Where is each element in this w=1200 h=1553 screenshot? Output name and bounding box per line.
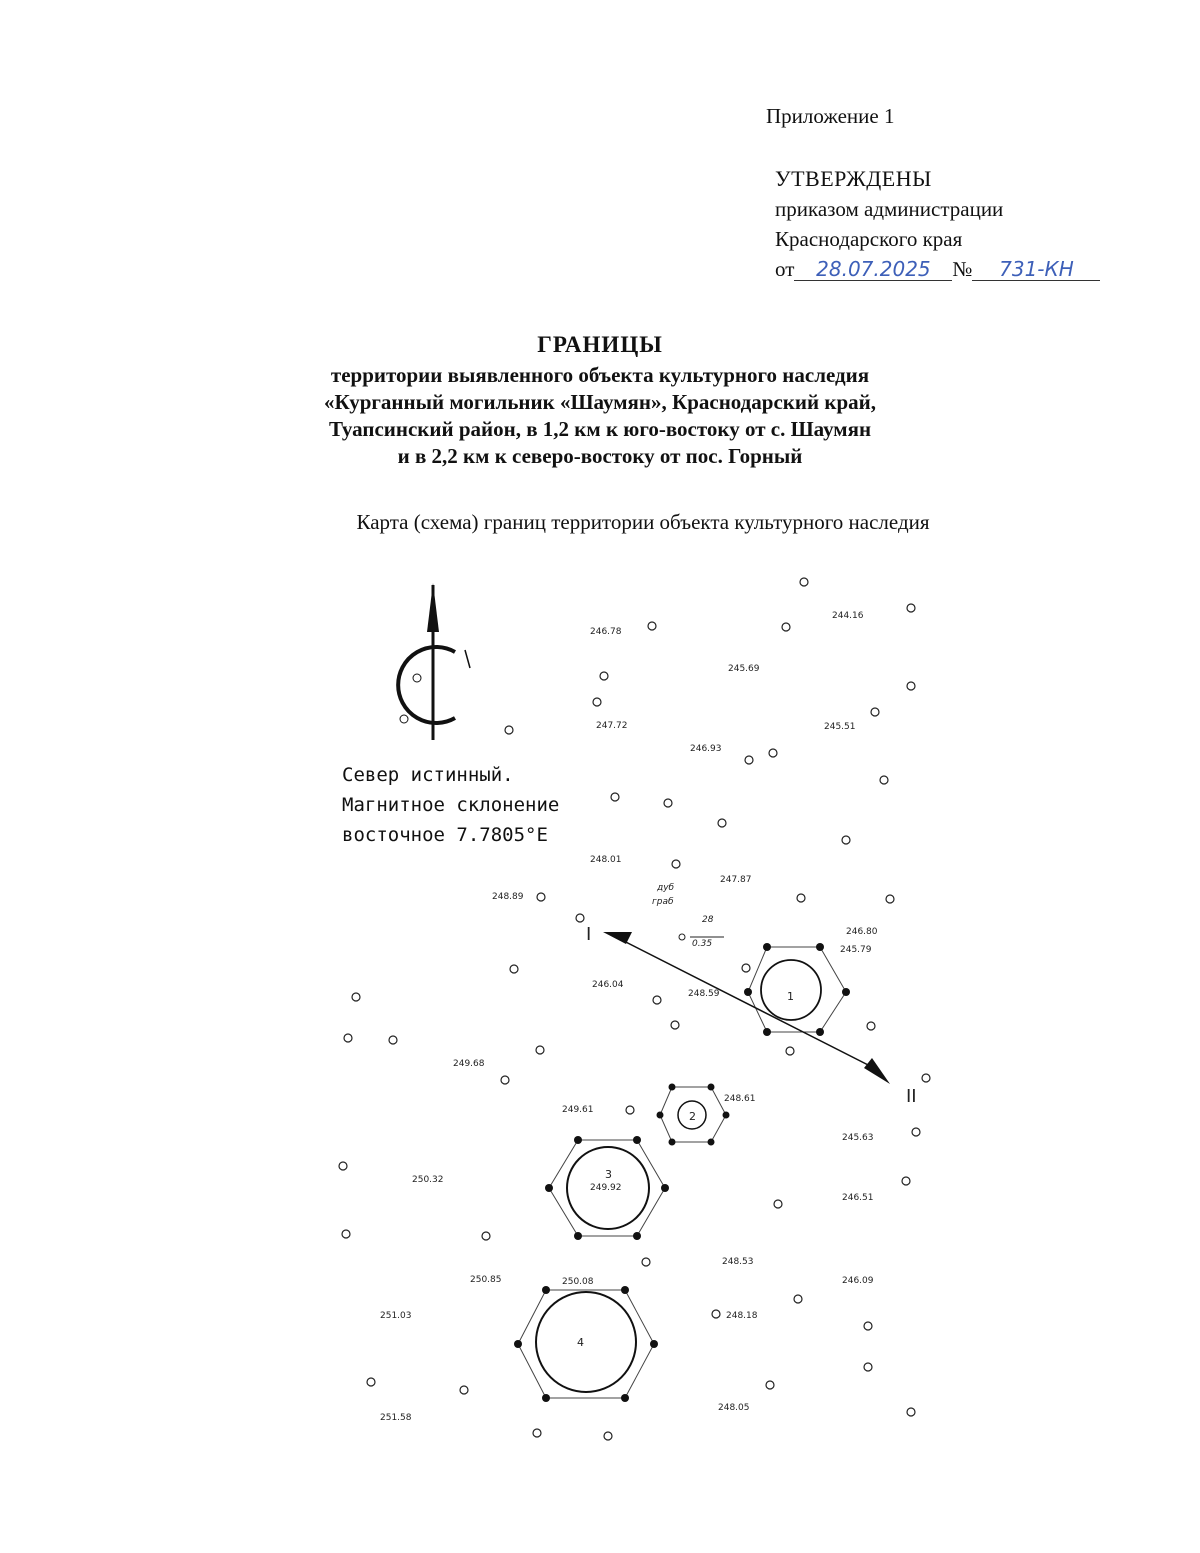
mound-4 (514, 1286, 658, 1402)
compass-icon (398, 583, 470, 740)
approval-title: УТВЕРЖДЕНЫ (775, 166, 932, 191)
elevation-label: 246.51 (842, 1193, 874, 1203)
tree-species-1: дуб (657, 883, 675, 893)
elevation-label: 248.05 (718, 1403, 750, 1413)
mound-1 (744, 943, 850, 1036)
north-line-2: Магнитное склонение (342, 794, 560, 816)
elevation-label: 249.92 (590, 1183, 622, 1193)
elevation-label: 249.61 (562, 1105, 594, 1115)
mound-number: 4 (577, 1336, 584, 1349)
tree-markers (339, 578, 930, 1440)
elevation-label: 246.80 (846, 927, 878, 937)
elevation-label: 246.09 (842, 1276, 874, 1286)
elevation-label: 249.68 (453, 1059, 485, 1069)
handwritten-number: 731-КН (972, 258, 1100, 281)
elevation-label: 245.69 (728, 664, 760, 674)
elevation-label: 248.59 (688, 989, 720, 999)
elevation-label: 248.01 (590, 855, 622, 865)
elevation-label: 247.87 (720, 875, 752, 885)
title-main: ГРАНИЦЫ (537, 332, 663, 357)
appendix-label: Приложение 1 (766, 104, 895, 128)
approval-line-1: приказом администрации (775, 197, 1004, 221)
title-line-4: и в 2,2 км к северо-востоку от пос. Горный (397, 444, 803, 468)
mound-number: 1 (787, 990, 794, 1003)
mound-number: 2 (689, 1110, 696, 1123)
elevation-label: 246.78 (590, 627, 622, 637)
north-line-3: восточное 7.7805°E (342, 824, 548, 846)
elevation-label: 246.93 (690, 744, 722, 754)
elevation-label: 246.04 (592, 980, 624, 990)
elevation-label: 247.72 (596, 721, 628, 731)
tree-size: 0.35 (692, 939, 713, 949)
number-prefix: № (952, 257, 973, 281)
elevation-label: 248.53 (722, 1257, 754, 1267)
tree-number: 28 (702, 915, 714, 925)
elevation-label: 250.08 (562, 1277, 594, 1287)
title-line-3: Туапсинский район, в 1,2 км к юго-востоку от с. Шаумян (328, 417, 872, 441)
elevation-label: 244.16 (832, 611, 864, 621)
date-prefix: от (775, 257, 795, 281)
handwritten-date: 28.07.2025 (794, 258, 952, 281)
elevation-label: 245.79 (840, 945, 872, 955)
elevation-label: 248.89 (492, 892, 524, 902)
elevation-label: 251.03 (380, 1311, 412, 1321)
elevation-label: 245.63 (842, 1133, 874, 1143)
north-line-1: Север истинный. (342, 764, 514, 786)
elevation-label: 250.85 (470, 1275, 502, 1285)
tree-annotation (652, 883, 724, 949)
profile-start: I (586, 924, 592, 945)
elevation-label: 245.51 (824, 722, 856, 732)
mound-2 (657, 1084, 730, 1146)
elevation-label: 250.32 (412, 1175, 444, 1185)
elevation-label: 248.18 (726, 1311, 758, 1321)
mound-number: 3 (605, 1168, 612, 1181)
tree-species-2: граб (652, 897, 674, 907)
elevation-label: 251.58 (380, 1413, 412, 1423)
approval-line-2: Краснодарского края (775, 227, 963, 251)
elevation-label: 248.61 (724, 1094, 756, 1104)
profile-end: II (906, 1086, 917, 1107)
map-caption: Карта (схема) границ территории объекта культурного наследия (356, 510, 930, 534)
title-line-1: территории выявленного объекта культурного наследия (330, 363, 870, 387)
title-line-2: «Курганный могильник «Шаумян», Краснодарский край, (324, 390, 876, 414)
